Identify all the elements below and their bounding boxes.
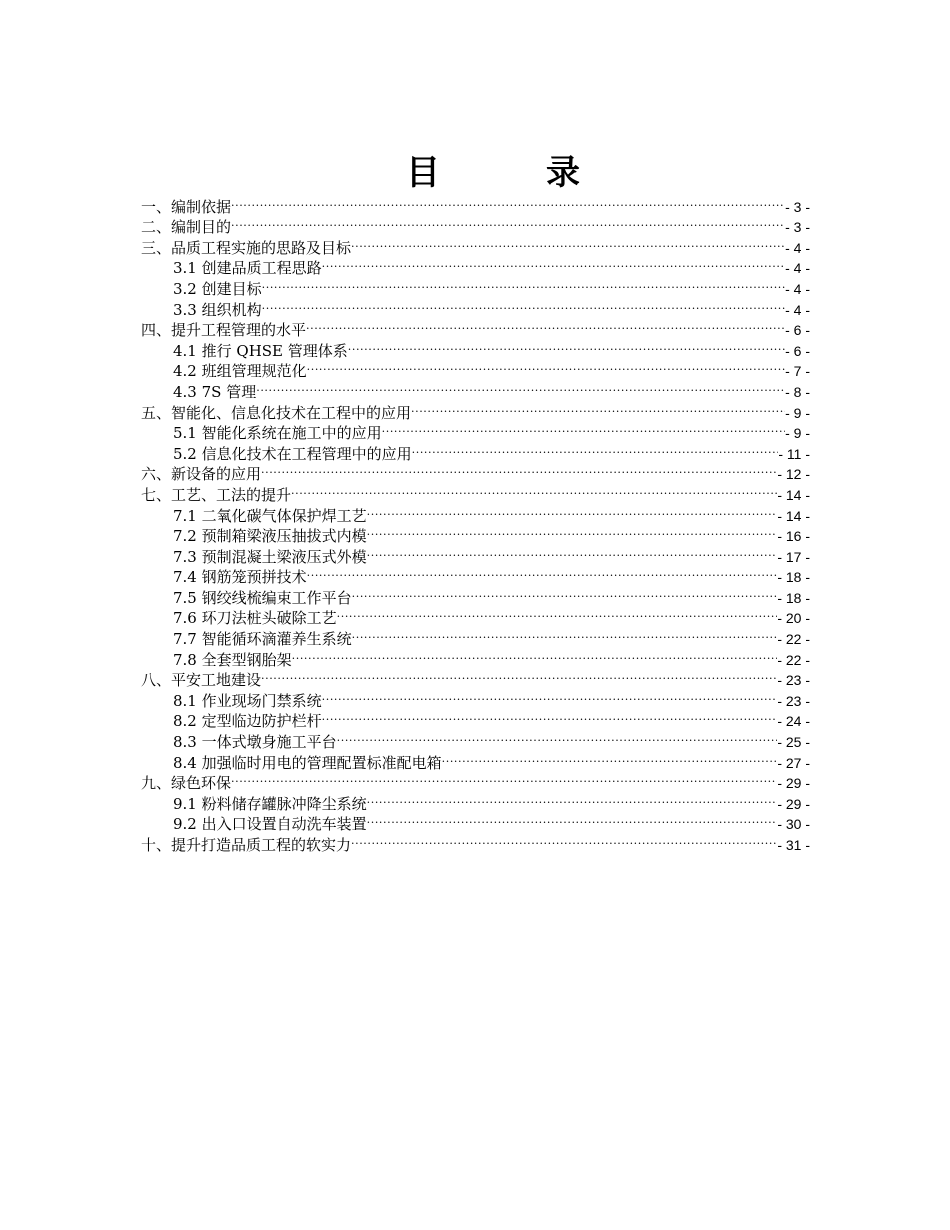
toc-entry[interactable] bbox=[141, 232, 810, 257]
toc-entry-label: 六、新设备的应用 bbox=[141, 465, 262, 484]
toc-entry[interactable] bbox=[141, 768, 810, 793]
toc-dot-leader bbox=[292, 644, 778, 665]
toc-page-number: - 6 - bbox=[785, 342, 810, 359]
toc-page-number: - 18 - bbox=[777, 589, 810, 606]
toc-entry-label: 3.1 创建品质工程思路 bbox=[173, 259, 322, 278]
toc-entry-label: 7.1 二氧化碳气体保护焊工艺 bbox=[173, 506, 367, 525]
toc-dot-leader bbox=[337, 726, 778, 747]
toc-page-number: - 14 - bbox=[777, 507, 810, 524]
toc-page-number: - 23 - bbox=[777, 672, 810, 689]
toc-dot-leader bbox=[231, 768, 777, 789]
toc-page-number: - 9 - bbox=[785, 404, 810, 421]
toc-page-number: - 3 - bbox=[785, 198, 810, 215]
toc-entry-label: 8.3 一体式墩身施工平台 bbox=[173, 733, 337, 752]
toc-entry-label: 7.7 智能循环滴灌养生系统 bbox=[173, 630, 352, 649]
toc-entry-label: 9.2 出入口设置自动洗车装置 bbox=[173, 815, 367, 834]
toc-dot-leader bbox=[261, 459, 777, 480]
toc-entry-label: 九、绿色环保 bbox=[141, 774, 232, 793]
toc-dot-leader bbox=[262, 294, 785, 315]
toc-entry-label: 三、品质工程实施的思路及目标 bbox=[141, 238, 352, 257]
toc-page-number: - 29 - bbox=[777, 795, 810, 812]
toc-entry-label: 四、提升工程管理的水平 bbox=[141, 321, 307, 340]
toc-dot-leader bbox=[322, 685, 778, 706]
toc-dot-leader bbox=[411, 397, 785, 418]
toc-dot-leader bbox=[412, 438, 779, 459]
toc-entry-label: 8.1 作业现场门禁系统 bbox=[173, 691, 322, 710]
toc-entry-label: 4.1 推行 QHSE 管理体系 bbox=[173, 341, 348, 360]
toc-page-number: - 24 - bbox=[777, 713, 810, 730]
toc-page-number: - 31 - bbox=[777, 837, 810, 853]
toc-dot-leader bbox=[231, 212, 785, 233]
toc-entry-label: 3.3 组织机构 bbox=[173, 300, 262, 319]
toc-entry[interactable] bbox=[141, 212, 810, 237]
toc-page-number: - 17 - bbox=[777, 548, 810, 565]
toc-entry-label: 4.3 7S 管理 bbox=[173, 382, 257, 401]
toc-page-number: - 4 - bbox=[785, 239, 810, 256]
toc-page-number: - 22 - bbox=[777, 631, 810, 648]
toc-page-number: - 4 - bbox=[785, 280, 810, 297]
toc-page-number: - 25 - bbox=[777, 734, 810, 751]
toc-entry-label: 7.2 预制箱梁液压抽拔式内模 bbox=[173, 527, 367, 546]
toc-page-number: - 23 - bbox=[777, 692, 810, 709]
toc-dot-leader bbox=[367, 541, 778, 562]
toc-dot-leader bbox=[348, 335, 785, 356]
toc-page-number: - 8 - bbox=[785, 383, 810, 400]
toc-dot-leader bbox=[367, 521, 778, 542]
toc-entry-label: 5.2 信息化技术在工程管理中的应用 bbox=[173, 444, 412, 463]
table-of-contents bbox=[141, 191, 810, 854]
toc-page-number: - 16 - bbox=[777, 528, 810, 545]
toc-entry-label: 7.8 全套型钢胎架 bbox=[173, 650, 292, 669]
toc-entry-label: 9.1 粉料储存罐脉冲降尘系统 bbox=[173, 794, 367, 813]
toc-page-number: - 14 - bbox=[777, 486, 810, 503]
toc-entry-label: 二、编制目的 bbox=[141, 218, 232, 237]
toc-entry-label: 7.6 环刀法桩头破除工艺 bbox=[173, 609, 337, 628]
toc-entry-label: 十、提升打造品质工程的软实力 bbox=[141, 836, 352, 854]
toc-entry[interactable] bbox=[141, 788, 810, 813]
toc-dot-leader bbox=[291, 479, 777, 500]
toc-page-number: - 6 - bbox=[785, 322, 810, 339]
toc-dot-leader bbox=[367, 500, 778, 521]
toc-entry-label: 3.2 创建目标 bbox=[173, 279, 262, 298]
toc-entry-label: 4.2 班组管理规范化 bbox=[173, 362, 307, 381]
toc-entry-label: 一、编制依据 bbox=[141, 197, 232, 216]
toc-page-number: - 7 - bbox=[785, 363, 810, 380]
toc-page-number: - 30 - bbox=[777, 816, 810, 833]
toc-dot-leader bbox=[352, 582, 778, 603]
toc-dot-leader bbox=[382, 418, 785, 439]
toc-entry-label: 八、平安工地建设 bbox=[141, 671, 262, 690]
toc-dot-leader bbox=[337, 603, 778, 624]
toc-page-number: - 18 - bbox=[777, 569, 810, 586]
toc-dot-leader bbox=[352, 623, 778, 644]
toc-dot-leader bbox=[322, 706, 778, 727]
toc-dot-leader bbox=[351, 232, 785, 253]
toc-entry[interactable] bbox=[141, 191, 810, 216]
toc-page-number: - 29 - bbox=[777, 775, 810, 792]
toc-entry-label: 8.4 加强临时用电的管理配置标准配电箱 bbox=[173, 753, 442, 772]
toc-dot-leader bbox=[231, 191, 785, 212]
toc-entry-label: 七、工艺、工法的提升 bbox=[141, 485, 292, 504]
toc-dot-leader bbox=[262, 273, 785, 294]
toc-entry-label: 五、智能化、信息化技术在工程中的应用 bbox=[141, 403, 412, 422]
toc-page-number: - 4 - bbox=[785, 301, 810, 318]
toc-entry-label: 5.1 智能化系统在施工中的应用 bbox=[173, 424, 382, 443]
toc-dot-leader bbox=[306, 315, 785, 336]
toc-dot-leader bbox=[307, 562, 778, 583]
toc-dot-leader bbox=[367, 788, 778, 809]
toc-page-number: - 11 - bbox=[778, 445, 810, 462]
toc-dot-leader bbox=[256, 376, 785, 397]
toc-page-number: - 22 - bbox=[777, 651, 810, 668]
toc-entry-label: 7.4 钢筋笼预拼技术 bbox=[173, 568, 307, 587]
toc-page-number: - 12 - bbox=[777, 466, 810, 483]
toc-title: 目 录 bbox=[406, 153, 616, 193]
toc-page-number: - 9 - bbox=[785, 425, 810, 442]
toc-dot-leader bbox=[367, 809, 778, 830]
toc-dot-leader bbox=[351, 829, 777, 850]
toc-entry-label: 8.2 定型临边防护栏杆 bbox=[173, 712, 322, 731]
toc-dot-leader bbox=[307, 356, 785, 377]
toc-page-number: - 27 - bbox=[777, 754, 810, 771]
toc-dot-leader bbox=[322, 253, 785, 274]
toc-dot-leader bbox=[261, 665, 777, 686]
toc-dot-leader bbox=[442, 747, 778, 768]
toc-page-number: - 3 - bbox=[785, 219, 810, 236]
toc-page-number: - 20 - bbox=[777, 610, 810, 627]
toc-entry-label: 7.3 预制混凝土梁液压式外模 bbox=[173, 547, 367, 566]
toc-page-number: - 4 - bbox=[785, 260, 810, 277]
toc-entry-label: 7.5 钢绞线梳编束工作平台 bbox=[173, 588, 352, 607]
